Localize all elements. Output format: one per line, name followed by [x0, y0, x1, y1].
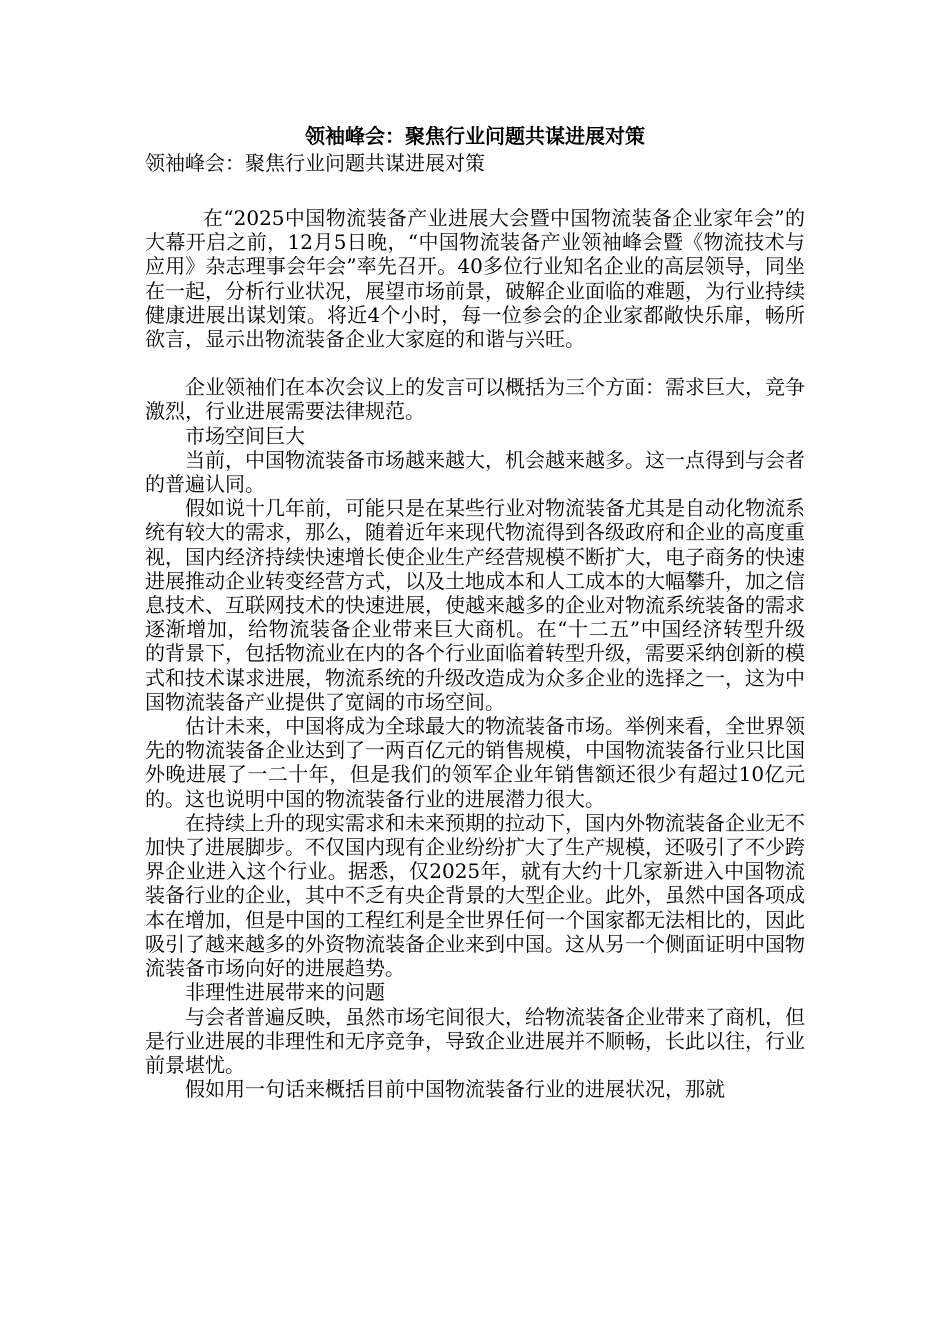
document-title: 领袖峰会：聚焦行业问题共谋进展对策	[305, 124, 645, 148]
body-paragraph: 假如说十几年前，可能只是在某些行业对物流装备尤其是自动化物流系统有较大的需求，那么，随着近年来现代物流得到各级政府和企业的高度重视，国内经济持续快速增长使企业生产经营规模不断扩大，电子商务的快速进展推动企业转变经营方式，以及土地成本和人工成本的大幅攀升，加之信息技术、互联网技术的快速进展，使越来越多的企业对物流系统装备的需求逐渐增加，给物流装备企业带来巨大商机。在“十二五”中国经济转型升级的背景下，包括物流业在内的各个行业面临着转型升级，需要采纳创新的模式和技术谋求进展，物流系统的升级改造成为众多企业的选择之一，这为中国物流装备产业提供了宽阔的市场空间。	[145, 496, 805, 714]
body-paragraph: 与会者普遍反映，虽然市场宅间很大，给物流装备企业带来了商机，但是行业进展的非理性和无序竞争，导致企业进展并不顺畅，长此以往，行业前景堪忧。	[145, 1004, 805, 1077]
document-subtitle: 领袖峰会：聚焦行业问题共谋进展对策	[145, 151, 485, 175]
section-heading-market: 市场空间巨大	[185, 423, 305, 448]
spacer	[145, 351, 805, 375]
body-paragraph: 假如用一句话来概括目前中国物流装备行业的进展状况，那就	[185, 1077, 725, 1102]
spacer	[145, 176, 805, 206]
intro-paragraph: 在“2025中国物流装备产业进展大会暨中国物流装备企业家年会”的大幕开启之前，12月5日晚，“中国物流装备产业领袖峰会暨《物流技术与应用》杂志理事会年会”率先召开。40多位行业知名企业的高层领导，同坐在一起，分析行业状况，展望市场前景，破解企业面临的难题，为行业持续健康进展出谋划策。将近4个小时，每一位参会的企业家都敞快乐扉，畅所欲言，显示出物流装备企业大家庭的和谐与兴旺。	[145, 206, 805, 352]
body-paragraph: 当前，中国物流装备市场越来越大，机会越来越多。这一点得到与会者的普遍认同。	[145, 447, 805, 497]
summary-paragraph: 企业领袖们在本次会议上的发言可以概括为三个方面：需求巨大，竞争激烈，行业进展需要法律规范。	[145, 375, 805, 424]
body-paragraph: 估计未来，中国将成为全球最大的物流装备市场。举例来看，全世界领先的物流装备企业达到了一两百亿元的销售规模，中国物流装备行业只比国外晚进展了一二十年，但是我们的领军企业年销售额还很少有超过10亿元的。这也说明中国的物流装备行业的进展潜力很大。	[145, 714, 805, 811]
section-heading-problems: 非理性进展带来的问题	[185, 980, 385, 1005]
body-paragraph: 在持续上升的现实需求和未来预期的拉动下，国内外物流装备企业无不加快了进展脚步。不仅国内现有企业纷纷扩大了生产规模，还吸引了不少跨界企业进入这个行业。据悉，仅2025年，就有大约十几家新进入中国物流装备行业的企业，其中不乏有央企背景的大型企业。此外，虽然中国各项成本在增加，但是中国的工程红利是全世界任何一个国家都无法相比的，因此吸引了越来越多的外资物流装备企业来到中国。这从另一个侧面证明中国物流装备市场向好的进展趋势。	[145, 810, 805, 981]
document-page	[145, 122, 805, 1101]
